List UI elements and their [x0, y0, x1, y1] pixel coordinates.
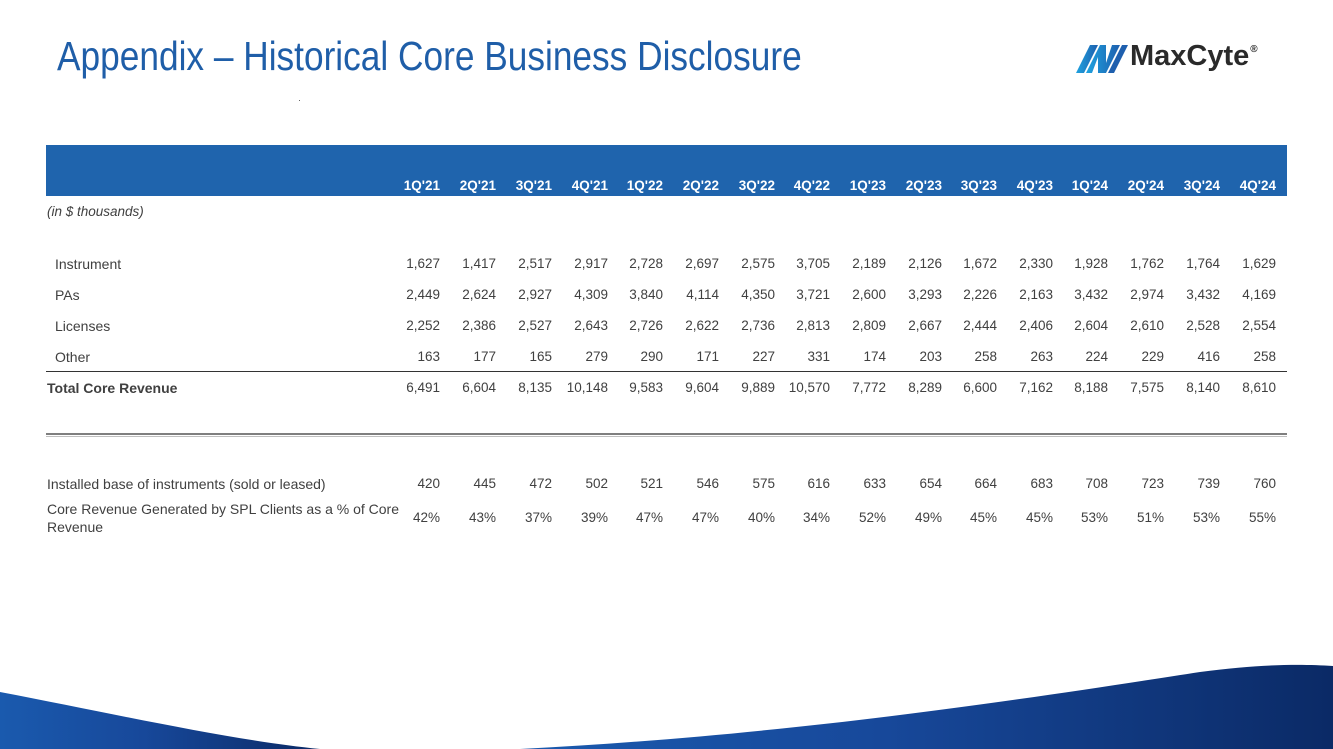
- metric-cell: 55%: [1248, 510, 1276, 525]
- total-row-label: Total Core Revenue: [47, 380, 178, 396]
- metric-cell: 420: [417, 476, 440, 491]
- table-cell: 2,406: [1019, 318, 1053, 333]
- metric-cell: 445: [473, 476, 496, 491]
- table-cell: 163: [417, 349, 440, 364]
- table-cell: 2,974: [1130, 287, 1164, 302]
- total-cell: 10,570: [788, 380, 830, 395]
- table-cell: 2,189: [852, 256, 886, 271]
- table-cell: 1,627: [406, 256, 440, 271]
- table-cell: 1,629: [1242, 256, 1276, 271]
- table-cell: 229: [1141, 349, 1164, 364]
- table-cell: 2,517: [518, 256, 552, 271]
- metric-cell: 633: [863, 476, 886, 491]
- table-cell: 227: [752, 349, 775, 364]
- section-divider: [46, 433, 1287, 435]
- table-cell: 2,728: [629, 256, 663, 271]
- column-header: 3Q'21: [515, 178, 552, 193]
- table-cell: 2,163: [1019, 287, 1053, 302]
- metric-row-label-cont: Revenue: [47, 519, 104, 535]
- metric-row-label: Installed base of instruments (sold or leased): [47, 476, 326, 492]
- column-header: 2Q'24: [1127, 178, 1164, 193]
- table-cell: 2,726: [629, 318, 663, 333]
- table-cell: 331: [807, 349, 830, 364]
- table-cell: 263: [1030, 349, 1053, 364]
- metric-cell: 739: [1197, 476, 1220, 491]
- column-header: 1Q'21: [403, 178, 440, 193]
- table-cell: 171: [696, 349, 719, 364]
- metric-cell: 40%: [747, 510, 775, 525]
- table-cell: 3,293: [908, 287, 942, 302]
- table-cell: 2,643: [574, 318, 608, 333]
- metric-cell: 760: [1253, 476, 1276, 491]
- metric-cell: 45%: [969, 510, 997, 525]
- total-cell: 9,889: [741, 380, 775, 395]
- table-cell: 2,927: [518, 287, 552, 302]
- total-cell: 6,491: [406, 380, 440, 395]
- column-header: 3Q'22: [738, 178, 775, 193]
- table-cell: 2,528: [1186, 318, 1220, 333]
- metric-cell: 53%: [1192, 510, 1220, 525]
- column-header: 2Q'21: [459, 178, 496, 193]
- total-cell: 6,604: [462, 380, 496, 395]
- column-header: 1Q'23: [849, 178, 886, 193]
- table-cell: 4,350: [741, 287, 775, 302]
- table-cell: 174: [863, 349, 886, 364]
- total-cell: 8,610: [1242, 380, 1276, 395]
- table-cell: 1,928: [1074, 256, 1108, 271]
- table-cell: 2,330: [1019, 256, 1053, 271]
- column-header: 4Q'24: [1239, 178, 1276, 193]
- total-cell: 9,583: [629, 380, 663, 395]
- metric-cell: 53%: [1080, 510, 1108, 525]
- metric-cell: 654: [919, 476, 942, 491]
- units-note: (in $ thousands): [47, 204, 144, 219]
- logo-mark-icon: [1076, 45, 1128, 73]
- table-cell: 3,705: [796, 256, 830, 271]
- table-cell: 2,527: [518, 318, 552, 333]
- table-cell: 416: [1197, 349, 1220, 364]
- table-cell: 3,432: [1074, 287, 1108, 302]
- table-cell: 2,386: [462, 318, 496, 333]
- metric-cell: 502: [585, 476, 608, 491]
- footer-wave: [0, 600, 1333, 749]
- metric-cell: 45%: [1025, 510, 1053, 525]
- metric-cell: 37%: [524, 510, 552, 525]
- table-cell: 2,736: [741, 318, 775, 333]
- table-cell: 2,697: [685, 256, 719, 271]
- total-cell: 7,772: [852, 380, 886, 395]
- column-header: 1Q'24: [1071, 178, 1108, 193]
- metric-cell: 34%: [802, 510, 830, 525]
- metric-cell: 683: [1030, 476, 1053, 491]
- table-cell: 2,126: [908, 256, 942, 271]
- table-cell: 2,444: [963, 318, 997, 333]
- metric-cell: 43%: [468, 510, 496, 525]
- column-header: 2Q'22: [682, 178, 719, 193]
- table-cell: 4,114: [686, 287, 719, 302]
- table-cell: 203: [919, 349, 942, 364]
- section-divider-thin: [46, 436, 1287, 437]
- column-header: 2Q'23: [905, 178, 942, 193]
- total-cell: 8,140: [1186, 380, 1220, 395]
- total-cell: 8,188: [1074, 380, 1108, 395]
- table-cell: 2,226: [963, 287, 997, 302]
- row-label: Licenses: [55, 318, 111, 334]
- table-cell: 2,610: [1130, 318, 1164, 333]
- page-title: Appendix – Historical Core Business Disclosure: [57, 33, 802, 79]
- table-cell: 2,554: [1242, 318, 1276, 333]
- table-cell: 2,449: [406, 287, 440, 302]
- total-rule: [46, 371, 1287, 372]
- row-label: PAs: [55, 287, 80, 303]
- column-header: 1Q'22: [626, 178, 663, 193]
- stray-dot: [299, 100, 300, 101]
- table-cell: 3,432: [1186, 287, 1220, 302]
- table-cell: 224: [1085, 349, 1108, 364]
- table-cell: 1,417: [462, 256, 496, 271]
- metric-cell: 546: [696, 476, 719, 491]
- table-cell: 258: [974, 349, 997, 364]
- table-cell: 2,600: [852, 287, 886, 302]
- metric-cell: 39%: [580, 510, 608, 525]
- table-cell: 2,809: [852, 318, 886, 333]
- metric-cell: 51%: [1136, 510, 1164, 525]
- logo-text: MaxCyte®: [1130, 40, 1258, 72]
- total-cell: 6,600: [963, 380, 997, 395]
- table-cell: 1,762: [1130, 256, 1164, 271]
- table-cell: 4,309: [574, 287, 608, 302]
- table-cell: 258: [1253, 349, 1276, 364]
- table-cell: 2,813: [796, 318, 830, 333]
- total-cell: 10,148: [566, 380, 608, 395]
- metric-cell: 42%: [412, 510, 440, 525]
- total-cell: 8,135: [518, 380, 552, 395]
- table-cell: 3,840: [629, 287, 663, 302]
- table-cell: 1,672: [963, 256, 997, 271]
- metric-cell: 52%: [858, 510, 886, 525]
- table-cell: 2,252: [406, 318, 440, 333]
- table-cell: 177: [473, 349, 496, 364]
- table-cell: 2,604: [1074, 318, 1108, 333]
- table-cell: 290: [640, 349, 663, 364]
- row-label: Other: [55, 349, 91, 365]
- column-header: 4Q'21: [571, 178, 608, 193]
- table-cell: 4,169: [1242, 287, 1276, 302]
- total-cell: 7,162: [1019, 380, 1053, 395]
- table-cell: 3,721: [796, 287, 830, 302]
- metric-cell: 47%: [691, 510, 719, 525]
- metric-cell: 521: [640, 476, 663, 491]
- metric-cell: 616: [807, 476, 830, 491]
- metric-row-label: Core Revenue Generated by SPL Clients as a % of Core: [47, 501, 400, 517]
- maxcyte-logo: [1076, 40, 1298, 76]
- metric-cell: 47%: [635, 510, 663, 525]
- table-cell: 279: [585, 349, 608, 364]
- column-header: 3Q'24: [1183, 178, 1220, 193]
- total-cell: 7,575: [1130, 380, 1164, 395]
- metric-cell: 49%: [914, 510, 942, 525]
- metric-cell: 664: [974, 476, 997, 491]
- table-cell: 1,764: [1186, 256, 1220, 271]
- total-cell: 9,604: [685, 380, 719, 395]
- column-header: 4Q'23: [1016, 178, 1053, 193]
- metric-cell: 708: [1085, 476, 1108, 491]
- metric-cell: 575: [752, 476, 775, 491]
- column-header: 3Q'23: [960, 178, 997, 193]
- row-label: Instrument: [55, 256, 122, 272]
- table-cell: 2,575: [741, 256, 775, 271]
- table-cell: 2,624: [462, 287, 496, 302]
- total-cell: 8,289: [908, 380, 942, 395]
- metric-cell: 472: [529, 476, 552, 491]
- table-cell: 2,917: [574, 256, 608, 271]
- table-cell: 165: [529, 349, 552, 364]
- column-header: 4Q'22: [793, 178, 830, 193]
- table-cell: 2,667: [908, 318, 942, 333]
- metric-cell: 723: [1141, 476, 1164, 491]
- table-cell: 2,622: [685, 318, 719, 333]
